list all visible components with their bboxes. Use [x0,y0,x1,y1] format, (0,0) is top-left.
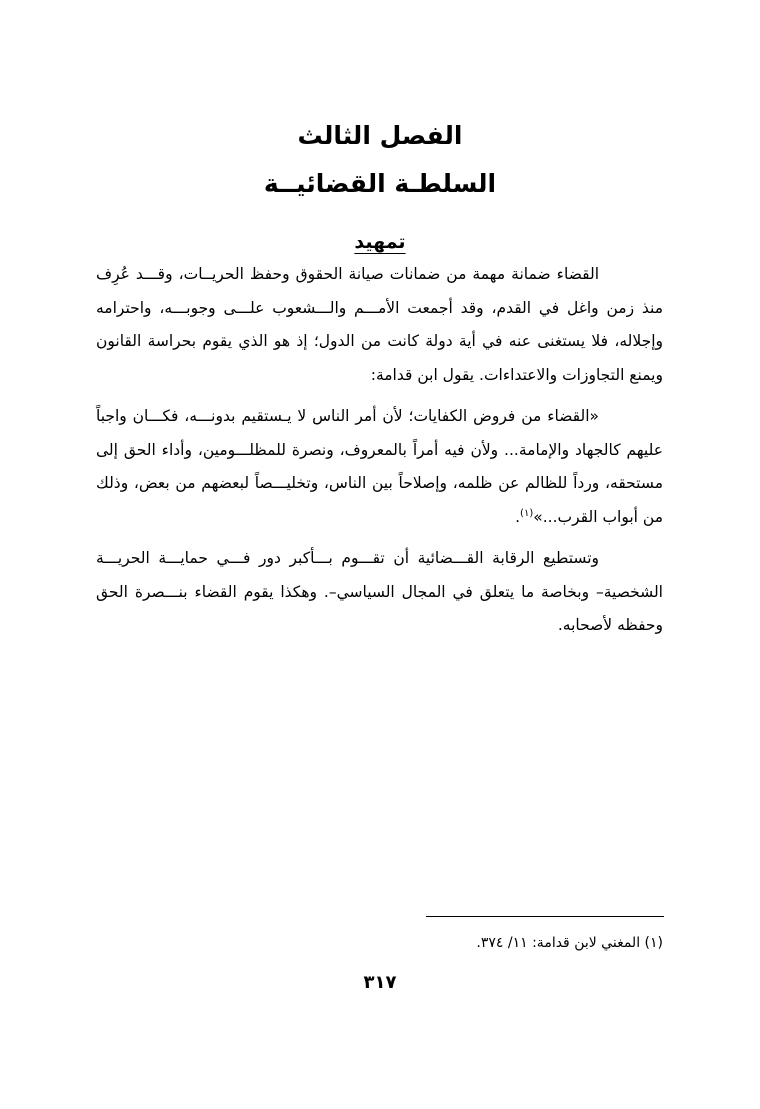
body-text [96,258,663,651]
footnote-divider [426,916,664,917]
quote-paragraph [96,400,663,534]
quote-text: «القضاء من فروض الكفايات؛ لأن أمر الناس لا يـستقيم بدونـــه، فكـــان واجباً عليهم كالجهاد والإمامة... ولأن فيه أمراً بالمعروف، ونصرة للمظلـــومين، وأداء الحق إلى مستحقه، ورداً للظالم عن ظلمه، وإصلاحاً بين الناس، وتخليـــصاً لبعضهم من بعض، وذلك من أبواب القرب...» [96,407,663,526]
quote-end: . [515,507,521,526]
page-number: ٣١٧ [363,972,397,993]
chapter-title: الفصل الثالث [297,121,463,150]
chapter-subtitle: السلطـة القضائيــة [263,169,497,198]
footnote-reference: (١) [520,507,534,519]
section-heading: تمهيد [354,231,406,253]
paragraph-2: وتستطيع الرقابة القـــضائية أن تقـــوم بـــأكبر دور فـــي حمايـــة الحريـــة الشخصية– وبخاصة ما يتعلق في المجال السياسي–. وهكذا يقوم القضاء بنـــصرة الحق وحفظه لأصحابه. [96,549,663,634]
footnote: (١) المغني لابن قدامة: ١١/ ٣٧٤. [476,935,663,951]
paragraph-1: القضاء ضمانة مهمة من ضمانات صيانة الحقوق وحفظ الحريــات، وقـــد عُرِف منذ زمن واغل في القدم، وقد أجمعت الأمـــم والـــشعوب علـــى وجوبـــه، واحترامه وإجلاله، فلا يستغنى عنه في أية دولة كانت من الدول؛ إذ هو الذي يقوم بحراسة القانون ويمنع التجاوزات والاعتداءات. يقول ابن قدامة: [96,265,663,384]
